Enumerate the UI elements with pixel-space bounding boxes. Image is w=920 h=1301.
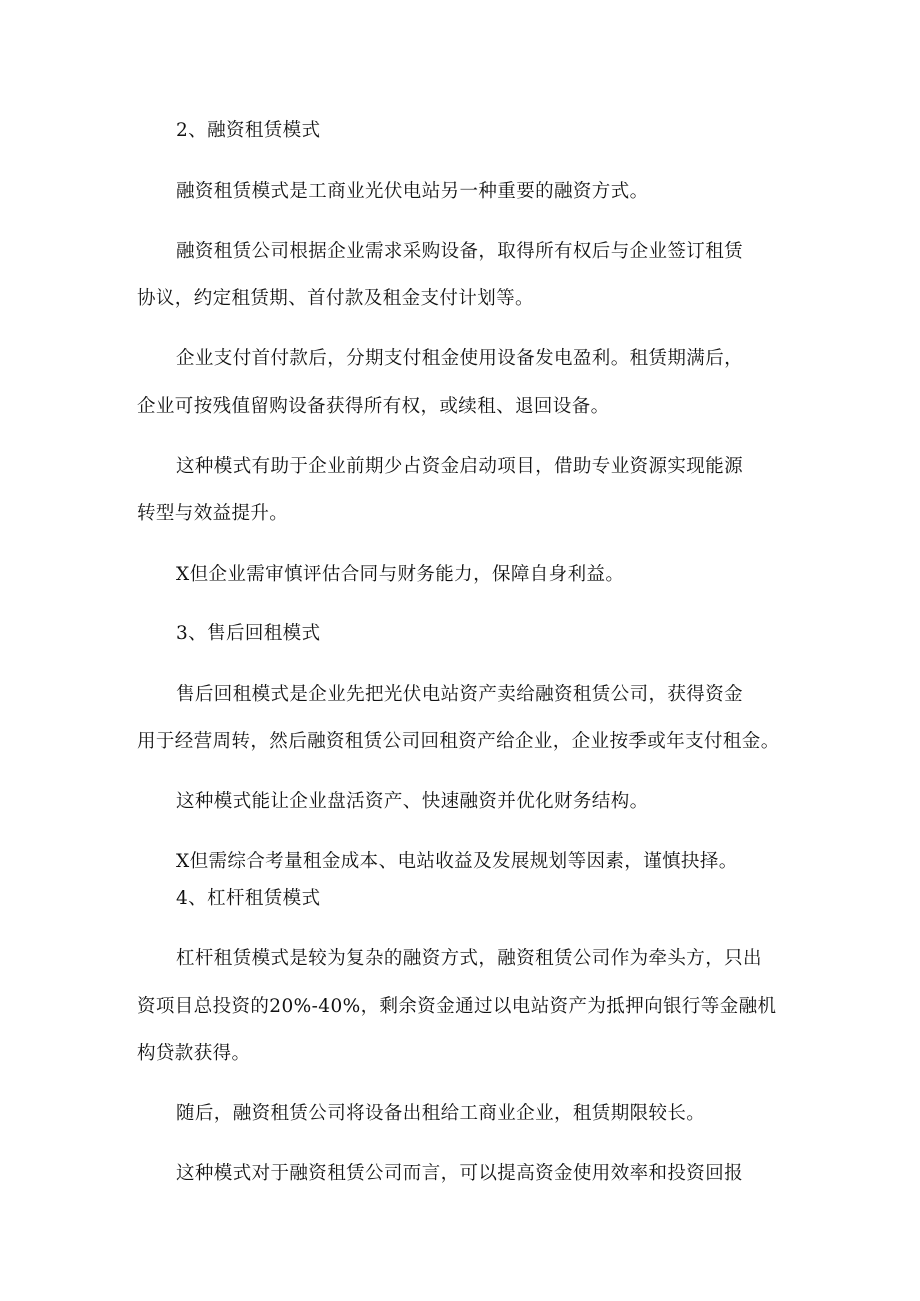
paragraph-line: 转型与效益提升。 xyxy=(137,503,289,524)
paragraph-line: 融资租赁公司根据企业需求采购设备，取得所有权后与企业签订租赁 xyxy=(176,241,744,262)
paragraph-line: 售后回租模式是企业先把光伏电站资产卖给融资租赁公司，获得资金 xyxy=(176,684,744,705)
paragraph-line: 用于经营周转，然后融资租赁公司回租资产给企业，企业按季或年支付租金。 xyxy=(137,731,780,752)
paragraph-line: 这种模式对于融资租赁公司而言，可以提高资金使用效率和投资回报 xyxy=(176,1163,744,1184)
section-heading-4: 4、杠杆租赁模式 xyxy=(176,888,321,909)
section-heading-2: 2、融资租赁模式 xyxy=(176,120,321,141)
paragraph-line: 企业支付首付款后，分期支付租金使用设备发电盈利。租赁期满后， xyxy=(176,348,744,369)
paragraph-line: X但需综合考量租金成本、电站收益及发展规划等因素，谨慎抉择。 xyxy=(176,851,738,872)
paragraph-line: 资项目总投资的20%-40%，剩余资金通过以电站资产为抵押向银行等金融机 xyxy=(137,996,777,1017)
paragraph-line: 企业可按残值留购设备获得所有权，或续租、退回设备。 xyxy=(137,396,610,417)
section-heading-3: 3、售后回租模式 xyxy=(176,623,321,644)
paragraph-line: 随后，融资租赁公司将设备出租给工商业企业，租赁期限较长。 xyxy=(176,1103,706,1124)
paragraph-line: 构贷款获得。 xyxy=(137,1043,251,1064)
paragraph-line: 协议，约定租赁期、首付款及租金支付计划等。 xyxy=(137,288,534,309)
paragraph-line: 融资租赁模式是工商业光伏电站另一种重要的融资方式。 xyxy=(176,181,649,202)
paragraph-line: X但企业需审慎评估合同与财务能力，保障自身利益。 xyxy=(176,564,625,585)
paragraph-line: 这种模式有助于企业前期少占资金启动项目，借助专业资源实现能源 xyxy=(176,456,744,477)
paragraph-line: 杠杆租赁模式是较为复杂的融资方式，融资租赁公司作为牵头方，只出 xyxy=(176,948,762,969)
paragraph-line: 这种模式能让企业盘活资产、快速融资并优化财务结构。 xyxy=(176,791,649,812)
